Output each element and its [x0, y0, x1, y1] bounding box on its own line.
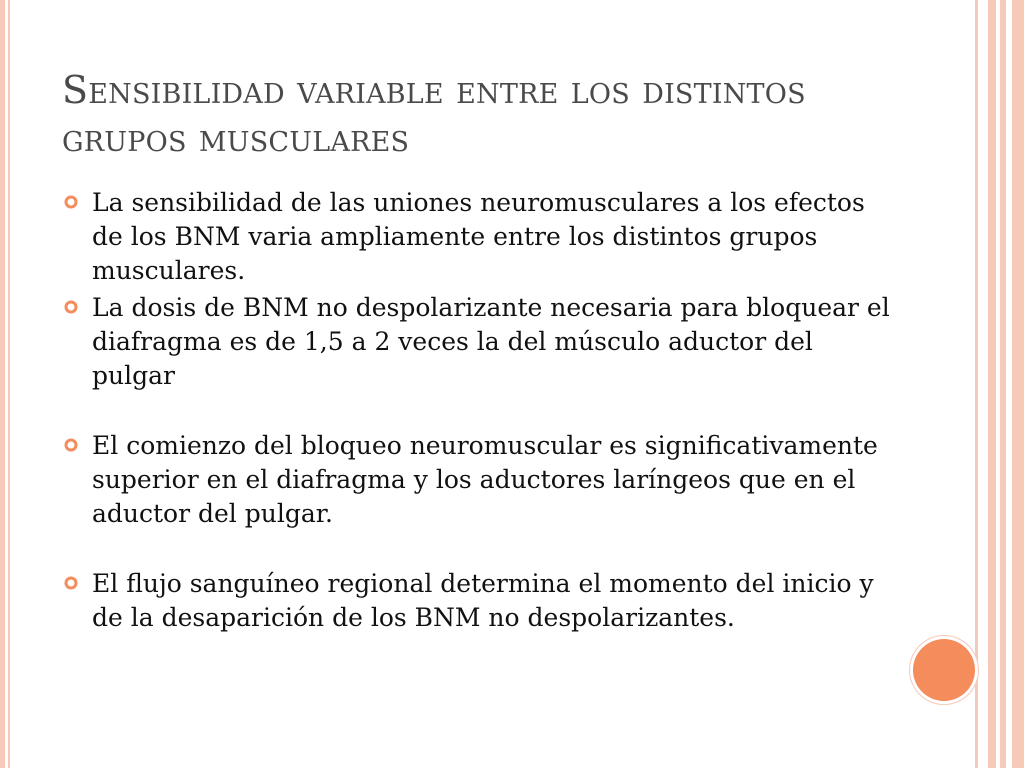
bullet-item [62, 291, 892, 393]
orange-ring-bullet-icon [64, 300, 78, 314]
left-decorative-band [0, 0, 5, 768]
bullet-text: La sensibilidad de las uniones neuromusculares a los efectos de los BNM varia ampliamente entre los distintos grupos musculares. [92, 188, 865, 285]
bullet-text: El flujo sanguíneo regional determina el momento del inicio y de la desaparición de los BNM no despolarizantes. [92, 569, 874, 632]
orange-ring-bullet-icon [64, 438, 78, 452]
left-decorative-line [8, 0, 10, 768]
bullet-text: El comienzo del bloqueo neuromuscular es significativamente superior en el diafragma y los aductores laríngeos que en el aductor del pulgar. [92, 431, 878, 528]
right-decorative-band [1000, 0, 1006, 768]
slide-title: Sensibilidad variable entre los distintos grupos musculares [62, 68, 806, 160]
orange-ring-bullet-icon [64, 576, 78, 590]
bullet-list [62, 186, 892, 635]
accent-circle [913, 639, 975, 701]
right-decorative-band [988, 0, 996, 768]
bullet-text: La dosis de BNM no despolarizante necesaria para bloquear el diafragma es de 1,5 a 2 veces la del músculo aductor del pulgar [92, 293, 890, 390]
bullet-item [62, 186, 892, 288]
bullet-item [62, 429, 892, 531]
bullet-item [62, 567, 892, 635]
right-decorative-band [975, 0, 978, 768]
right-decorative-band [1012, 0, 1024, 768]
orange-ring-bullet-icon [64, 195, 78, 209]
